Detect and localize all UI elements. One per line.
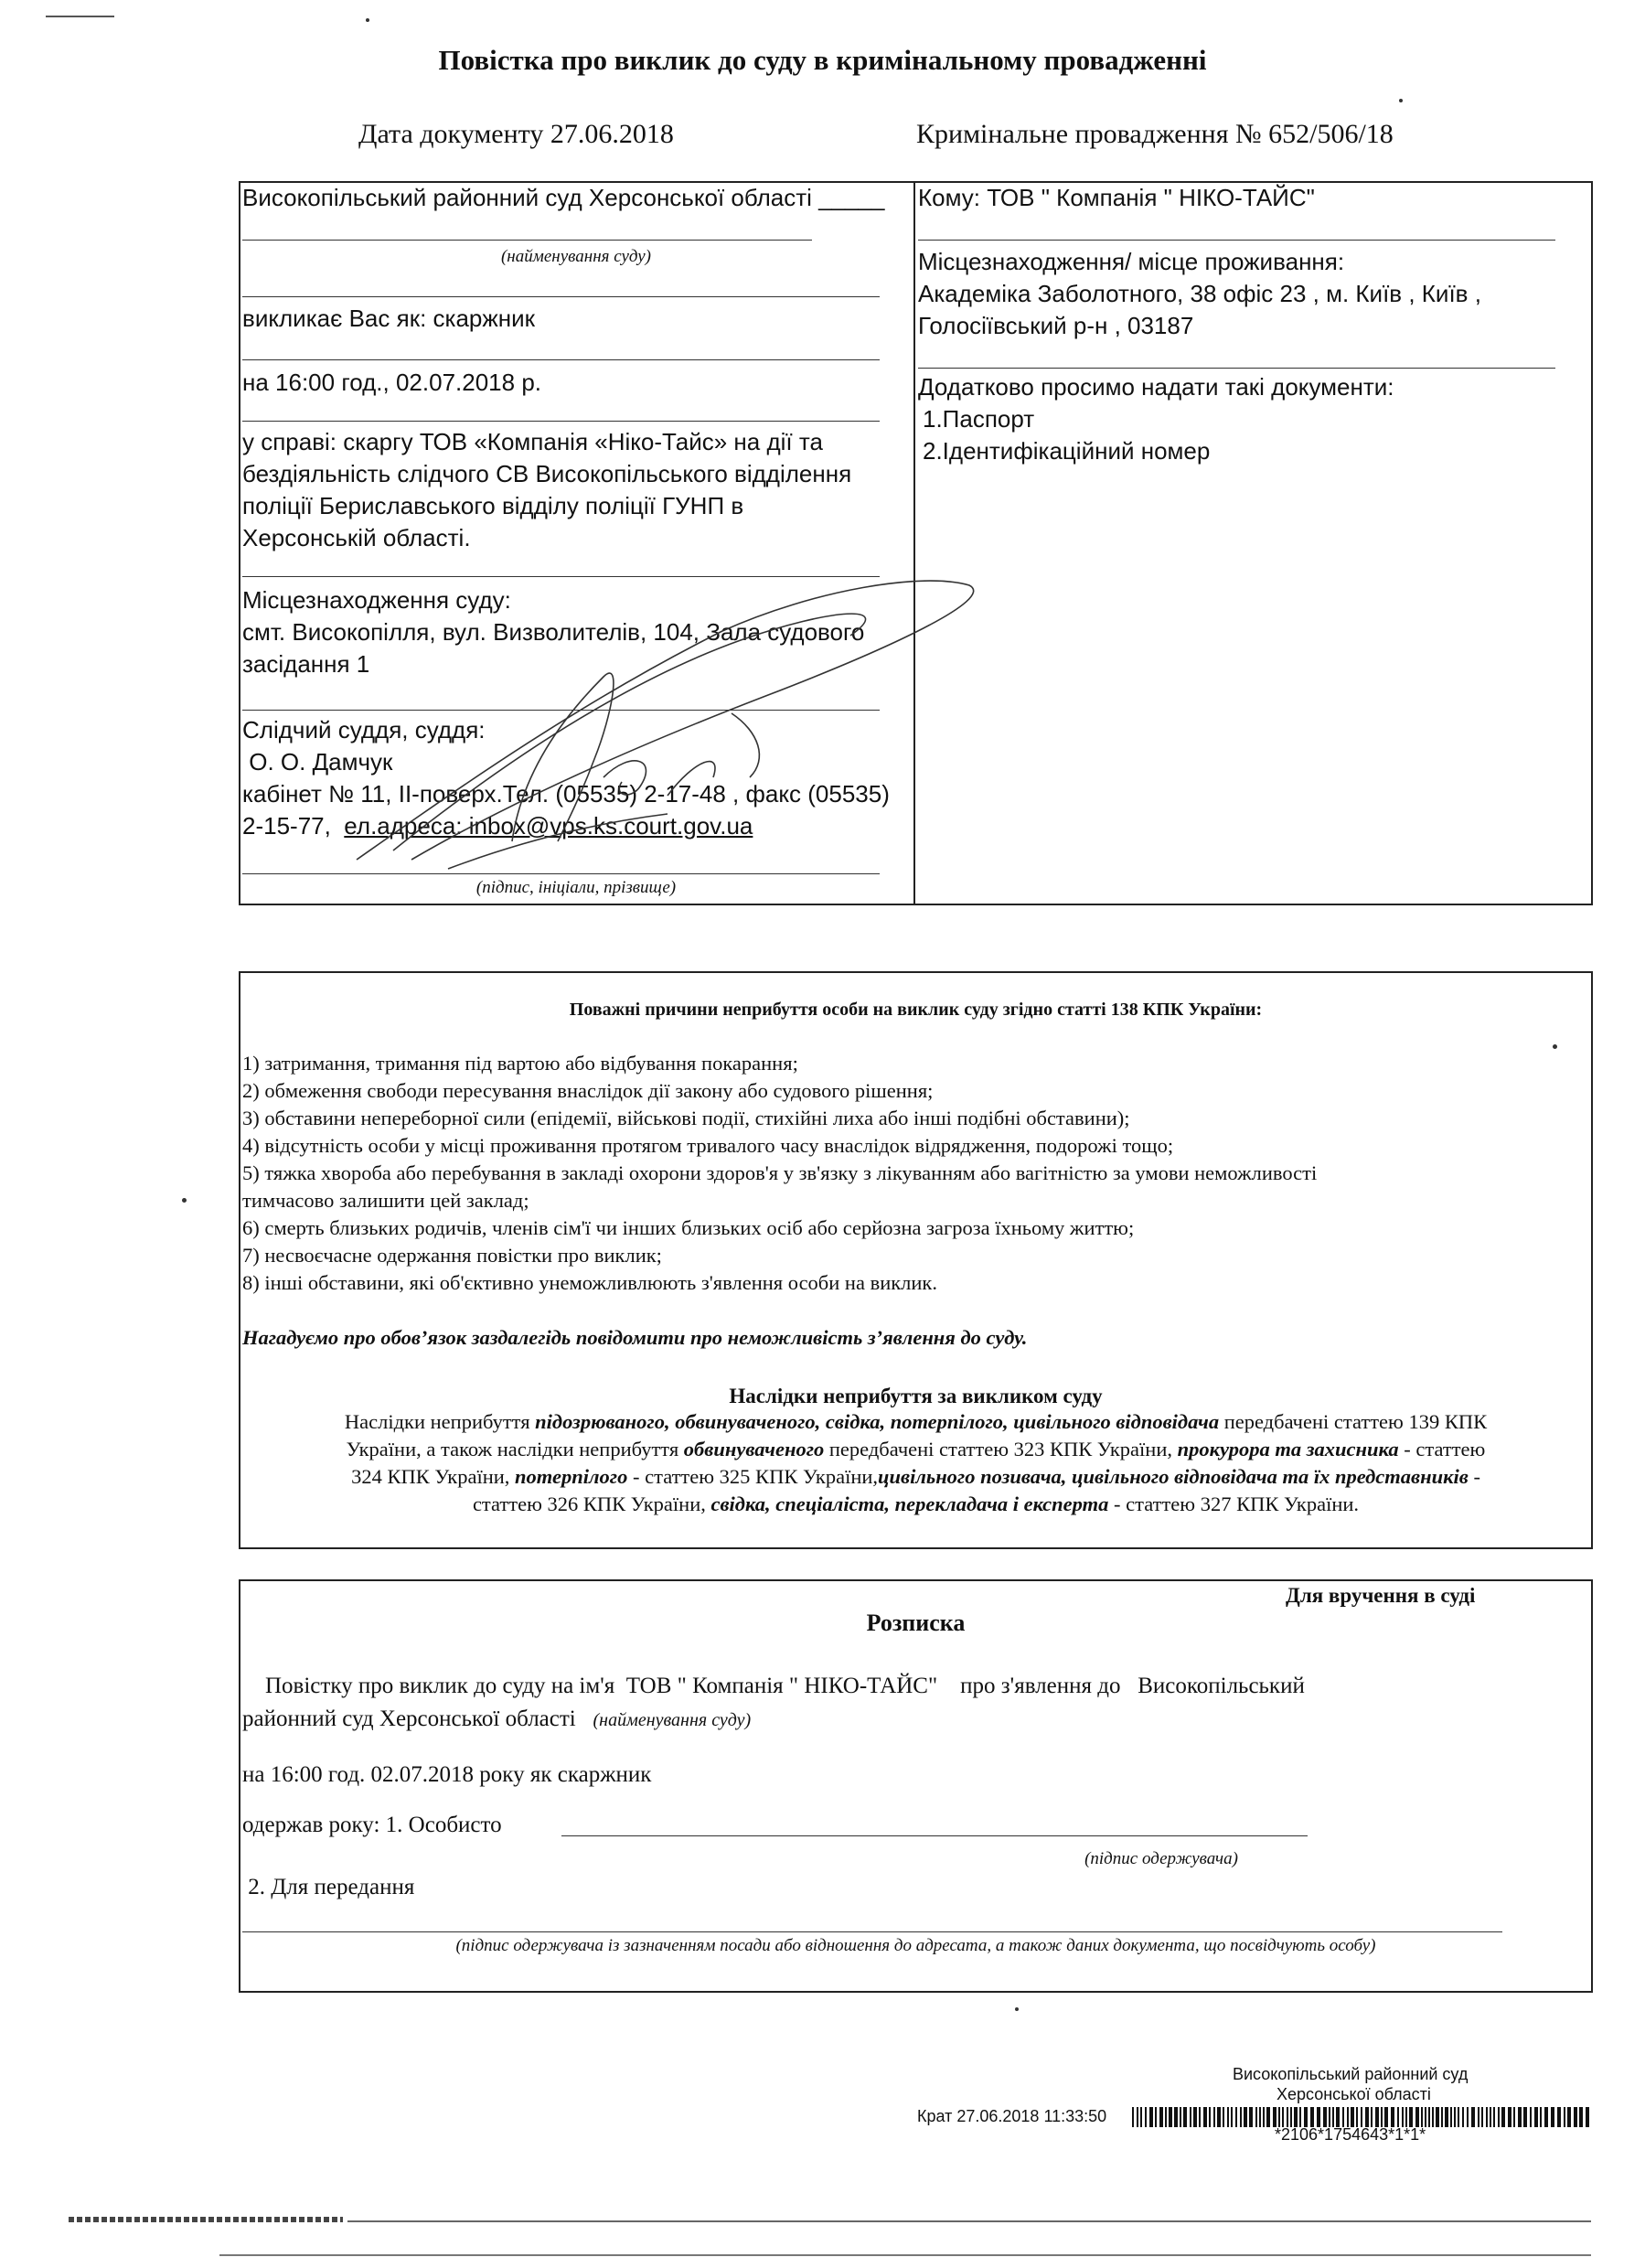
- court-name: Високопільський районний суд Херсонської області _____: [242, 184, 885, 211]
- barcode-bar: [1203, 2107, 1207, 2127]
- barcode-bar: [1137, 2107, 1138, 2127]
- barcode-bar: [1384, 2107, 1388, 2127]
- barcode-bar: [1551, 2107, 1554, 2127]
- summons-as: викликає Вас як: скаржник: [242, 305, 536, 332]
- rule: [242, 421, 880, 422]
- barcode-bar: [1329, 2107, 1330, 2127]
- text: - статтею: [1398, 1438, 1486, 1460]
- barcode-bar: [1323, 2107, 1327, 2127]
- barcode-bar: [1145, 2107, 1147, 2127]
- reason-item: 6) смерть близьких родичів, членів сім'ї чи інших близьких осіб або серйозна загроза їхньому життю;: [242, 1216, 1135, 1239]
- barcode-bar: [1217, 2107, 1221, 2127]
- barcode-bar: [1132, 2107, 1134, 2127]
- consequences-line: [239, 1408, 1593, 1436]
- court-location: засідання 1: [242, 650, 370, 678]
- barcode-bar: [1231, 2107, 1233, 2127]
- text: -: [1468, 1465, 1480, 1488]
- case-line: поліції Бериславського відділу поліції ГУНП в: [242, 492, 744, 519]
- text: - статтею 325 КПК України,: [627, 1465, 879, 1488]
- consequences-text: [239, 1408, 1593, 1518]
- barcode-bar: [1342, 2107, 1344, 2127]
- barcode-bar: [1235, 2107, 1237, 2127]
- text: статтею 326 КПК України,: [472, 1492, 711, 1515]
- reason-item: 4) відсутність особи у місці проживання протягом тривалого часу внаслідок відрядження, подорожі тощо;: [242, 1134, 1174, 1157]
- recipient-details-caption: (підпис одержувача із зазначенням посади або відношення до адресата, а також даних документа, що посвідчують особу): [455, 1936, 1376, 1955]
- barcode-bar: [1421, 2107, 1423, 2127]
- consequences-line: [239, 1491, 1593, 1518]
- barcode-bar: [1273, 2107, 1276, 2127]
- barcode-number: *2106*1754643*1*1*: [1275, 2125, 1426, 2144]
- scan-artifact: [1015, 2007, 1019, 2011]
- barcode-bar: [1255, 2107, 1257, 2127]
- barcode-bar: [1397, 2107, 1399, 2127]
- text-emph: потерпілого: [515, 1465, 628, 1488]
- barcode-bar: [1450, 2107, 1452, 2127]
- barcode-bar: [1190, 2107, 1191, 2127]
- scan-artifact: [347, 2220, 1591, 2222]
- court-contacts: кабінет № 11, ІІ-поверх.Тел. (05535) 2-17-48 , факс (05535): [242, 780, 890, 808]
- barcode-bar: [1579, 2107, 1583, 2127]
- barcode-bar: [1501, 2107, 1505, 2127]
- scan-artifact: [182, 1198, 187, 1203]
- receipt-line: на 16:00 год. 02.07.2018 року як скаржник: [242, 1762, 652, 1787]
- barcode-bar: [1140, 2107, 1142, 2127]
- receipt-heading: Розписка: [866, 1610, 966, 1636]
- barcode-bar: [1586, 2107, 1589, 2127]
- receipt-line: одержав року: 1. Особисто: [242, 1813, 502, 1837]
- barcode-bar: [1213, 2107, 1215, 2127]
- barcode-bar: [1266, 2107, 1270, 2127]
- document-item: 1.Паспорт: [923, 405, 1035, 433]
- barcode-bar: [1462, 2107, 1464, 2127]
- barcode-bar: [1428, 2107, 1430, 2127]
- barcode-bar: [1405, 2107, 1407, 2127]
- barcode-bar: [1402, 2107, 1404, 2127]
- stamp-timestamp: Крат 27.06.2018 11:33:50: [917, 2107, 1107, 2125]
- barcode-bar: [1523, 2107, 1527, 2127]
- barcode-bar: [1391, 2107, 1394, 2127]
- barcode-bar: [1169, 2107, 1172, 2127]
- barcode-bar: [1481, 2107, 1483, 2127]
- reminder: Нагадуємо про обов’язок заздалегідь повідомити про неможливість з’явлення до суду.: [242, 1326, 1028, 1349]
- stamp-court: Високопільський районний суд: [1233, 2065, 1469, 2083]
- court-location-label: Місцезнаходження суду:: [242, 586, 511, 614]
- court-name-caption: (найменування суду): [593, 1710, 752, 1730]
- barcode-bar: [1199, 2107, 1201, 2127]
- barcode-bar: [1574, 2107, 1577, 2127]
- address: Голосіївський р-н , 03187: [918, 312, 1194, 339]
- consequences-line: [239, 1436, 1593, 1463]
- case-number: Кримінальне провадження № 652/506/18: [916, 119, 1394, 149]
- barcode-bar: [1249, 2107, 1253, 2127]
- barcode-bar: [1518, 2107, 1522, 2127]
- case-line: бездіяльність слідчого СВ Високопільського відділення: [242, 460, 852, 487]
- barcode-bar: [1478, 2107, 1479, 2127]
- barcode-bar: [1486, 2107, 1488, 2127]
- text-emph: цивільного позивача, цивільного відповідача та їх представників: [878, 1465, 1469, 1488]
- stamp-court: Херсонської області: [1276, 2085, 1431, 2103]
- barcode-bar: [1165, 2107, 1167, 2127]
- barcode-bar: [1282, 2107, 1284, 2127]
- text-emph: обвинуваченого: [683, 1438, 825, 1460]
- barcode-bar: [1508, 2107, 1511, 2127]
- text: Наслідки неприбуття: [344, 1410, 536, 1433]
- rule: [918, 240, 1555, 241]
- barcode-bar: [1544, 2107, 1548, 2127]
- scan-artifact: [366, 18, 369, 22]
- barcode-bar: [1310, 2107, 1314, 2127]
- scan-artifact: [69, 2217, 343, 2222]
- reason-item: 3) обставини непереборної сили (епідемії, військові події, стихійні лиха або інші подібні обставини);: [242, 1107, 1130, 1129]
- barcode-bar: [1174, 2107, 1178, 2127]
- barcode-bar: [1415, 2107, 1419, 2127]
- court-caption: (найменування суду): [500, 247, 652, 266]
- barcode-bar: [1454, 2107, 1456, 2127]
- judge-label: Слідчий суддя, суддя:: [242, 716, 486, 744]
- barcode-bar: [1445, 2107, 1448, 2127]
- text: районний суд Херсонської області: [242, 1706, 593, 1731]
- reason-item: 7) несвоєчасне одержання повістки про виклик;: [242, 1244, 662, 1267]
- recipient-signature-caption: (підпис одержувача): [1084, 1849, 1238, 1868]
- barcode-bar: [1259, 2107, 1261, 2127]
- judge-name: О. О. Дамчук: [242, 748, 393, 776]
- barcode-bar: [1381, 2107, 1383, 2127]
- barcode-bar: [1290, 2107, 1292, 2127]
- barcode-bar: [1180, 2107, 1181, 2127]
- barcode-bar: [1493, 2107, 1495, 2127]
- barcode-bar: [1227, 2107, 1229, 2127]
- for-court-label: Для вручення в суді: [1286, 1584, 1476, 1607]
- reasons-heading: Поважні причини неприбуття особи на виклик суду згідно статті 138 КПК України:: [569, 1000, 1263, 1020]
- barcode-bar: [1540, 2107, 1542, 2127]
- barcode-bar: [1432, 2107, 1434, 2127]
- barcode-bar: [1513, 2107, 1515, 2127]
- receipt-line: 2. Для передання: [242, 1875, 415, 1899]
- text: 324 КПК України,: [351, 1465, 516, 1488]
- scan-artifact: [1553, 1044, 1557, 1049]
- barcode-bar: [1336, 2107, 1340, 2127]
- reason-item: 5) тяжка хвороба або перебування в закладі охорони здоров'я у зв'язку з лікуванням або вагітністю за умови неможливості: [242, 1161, 1318, 1184]
- barcode-bar: [1490, 2107, 1491, 2127]
- documents-label: Додатково просимо надати такі документи:: [918, 373, 1394, 401]
- document-item: 2.Ідентифікаційний номер: [923, 437, 1211, 465]
- reason-item: тимчасово залишити цей заклад;: [242, 1189, 529, 1212]
- court-location: смт. Високопілля, вул. Визволителів, 104, Зала судового: [242, 618, 865, 646]
- barcode-bar: [1351, 2107, 1354, 2127]
- handwritten-signature: [338, 567, 997, 878]
- barcode-bar: [1530, 2107, 1532, 2127]
- reasons-list: [242, 1050, 1317, 1297]
- case-line: Херсонській області.: [242, 524, 471, 551]
- barcode-bar: [1294, 2107, 1298, 2127]
- barcode-bar: [1149, 2107, 1153, 2127]
- barcode-bar: [1409, 2107, 1413, 2127]
- fax-tail: 2-15-77,: [242, 812, 345, 840]
- barcode-bar: [1567, 2107, 1571, 2127]
- scan-artifact: [1399, 99, 1403, 102]
- barcode-bar: [1371, 2107, 1373, 2127]
- barcode-bar: [1534, 2107, 1538, 2127]
- barcode-bar: [1365, 2107, 1369, 2127]
- barcode-bar: [1425, 2107, 1426, 2127]
- barcode-bar: [1564, 2107, 1565, 2127]
- consequences-line: [239, 1463, 1593, 1491]
- text: передбачені статтею 323 КПК України,: [824, 1438, 1178, 1460]
- reason-item: 2) обмеження свободи пересування внаслідок дії закону або судового рішення;: [242, 1079, 934, 1102]
- signature-caption: (підпис, ініціали, прізвище): [475, 878, 677, 897]
- text: передбачені статтею 139 КПК: [1219, 1410, 1488, 1433]
- barcode-bar: [1361, 2107, 1362, 2127]
- barcode-bar: [1193, 2107, 1197, 2127]
- case-line: у справі: скаргу ТОВ «Компанія «Ніко-Тайс» на дії та: [242, 428, 823, 455]
- text-emph: прокурора та захисника: [1177, 1438, 1399, 1460]
- rule: [242, 359, 880, 360]
- barcode-bar: [1304, 2107, 1308, 2127]
- barcode: [1132, 2107, 1595, 2127]
- barcode-bar: [1183, 2107, 1187, 2127]
- barcode-bar: [1471, 2107, 1475, 2127]
- receipt-line: Повістку про виклик до суду на ім'я ТОВ " Компанія " НІКО-ТАЙС" про з'явлення до Високопільський: [242, 1674, 1305, 1698]
- barcode-bar: [1240, 2107, 1242, 2127]
- barcode-bar: [1498, 2107, 1500, 2127]
- reason-item: 1) затримання, тримання під вартою або відбування покарання;: [242, 1052, 798, 1075]
- barcode-bar: [1263, 2107, 1265, 2127]
- barcode-bar: [1332, 2107, 1334, 2127]
- barcode-bar: [1278, 2107, 1280, 2127]
- court-email: ел.адреса: inbox@vps.ks.court.gov.ua: [344, 812, 753, 840]
- signature-line: [242, 1931, 1502, 1932]
- barcode-bar: [1244, 2107, 1247, 2127]
- hearing-time: на 16:00 год., 02.07.2018 р.: [242, 369, 542, 396]
- document-date: Дата документу 27.06.2018: [358, 119, 674, 149]
- barcode-bar: [1317, 2107, 1320, 2127]
- consequences-heading: Наслідки неприбуття за викликом суду: [729, 1385, 1103, 1407]
- barcode-bar: [1467, 2107, 1469, 2127]
- barcode-bar: [1299, 2107, 1301, 2127]
- barcode-bar: [1347, 2107, 1349, 2127]
- barcode-bar: [1436, 2107, 1439, 2127]
- scan-artifact: [219, 2254, 1591, 2256]
- address: Академіка Заболотного, 38 офіс 23 , м. Київ , Київ ,: [918, 280, 1481, 307]
- reason-item: 8) інші обставини, які об'єктивно унеможливлюють з'явлення особи на виклик.: [242, 1271, 937, 1294]
- rule: [918, 368, 1555, 369]
- text: України, а також наслідки неприбуття: [346, 1438, 684, 1460]
- barcode-bar: [1159, 2107, 1163, 2127]
- rule: [242, 240, 812, 241]
- barcode-bar: [1356, 2107, 1358, 2127]
- barcode-bar: [1155, 2107, 1157, 2127]
- recipient: Кому: ТОВ " Компанія " НІКО-ТАЙС": [918, 184, 1315, 211]
- barcode-bar: [1287, 2107, 1288, 2127]
- barcode-bar: [1458, 2107, 1459, 2127]
- signature-line: [561, 1835, 1308, 1836]
- barcode-bar: [1441, 2107, 1443, 2127]
- barcode-bar: [1223, 2107, 1224, 2127]
- text: - статтею 327 КПК України.: [1108, 1492, 1360, 1515]
- document-title: Повістка про виклик до суду в кримінальному провадженні: [438, 44, 1207, 76]
- address-label: Місцезнаходження/ місце проживання:: [918, 248, 1345, 275]
- barcode-bar: [1209, 2107, 1211, 2127]
- scan-artifact: [46, 16, 114, 17]
- rule: [242, 296, 880, 297]
- receipt-line: [242, 1706, 751, 1732]
- text-emph: підозрюваного, обвинуваченого, свідка, потерпілого, цивільного відповідача: [535, 1410, 1220, 1433]
- barcode-bar: [1375, 2107, 1379, 2127]
- text-emph: свідка, спеціаліста, перекладача і експерта: [710, 1492, 1109, 1515]
- barcode-bar: [1557, 2107, 1561, 2127]
